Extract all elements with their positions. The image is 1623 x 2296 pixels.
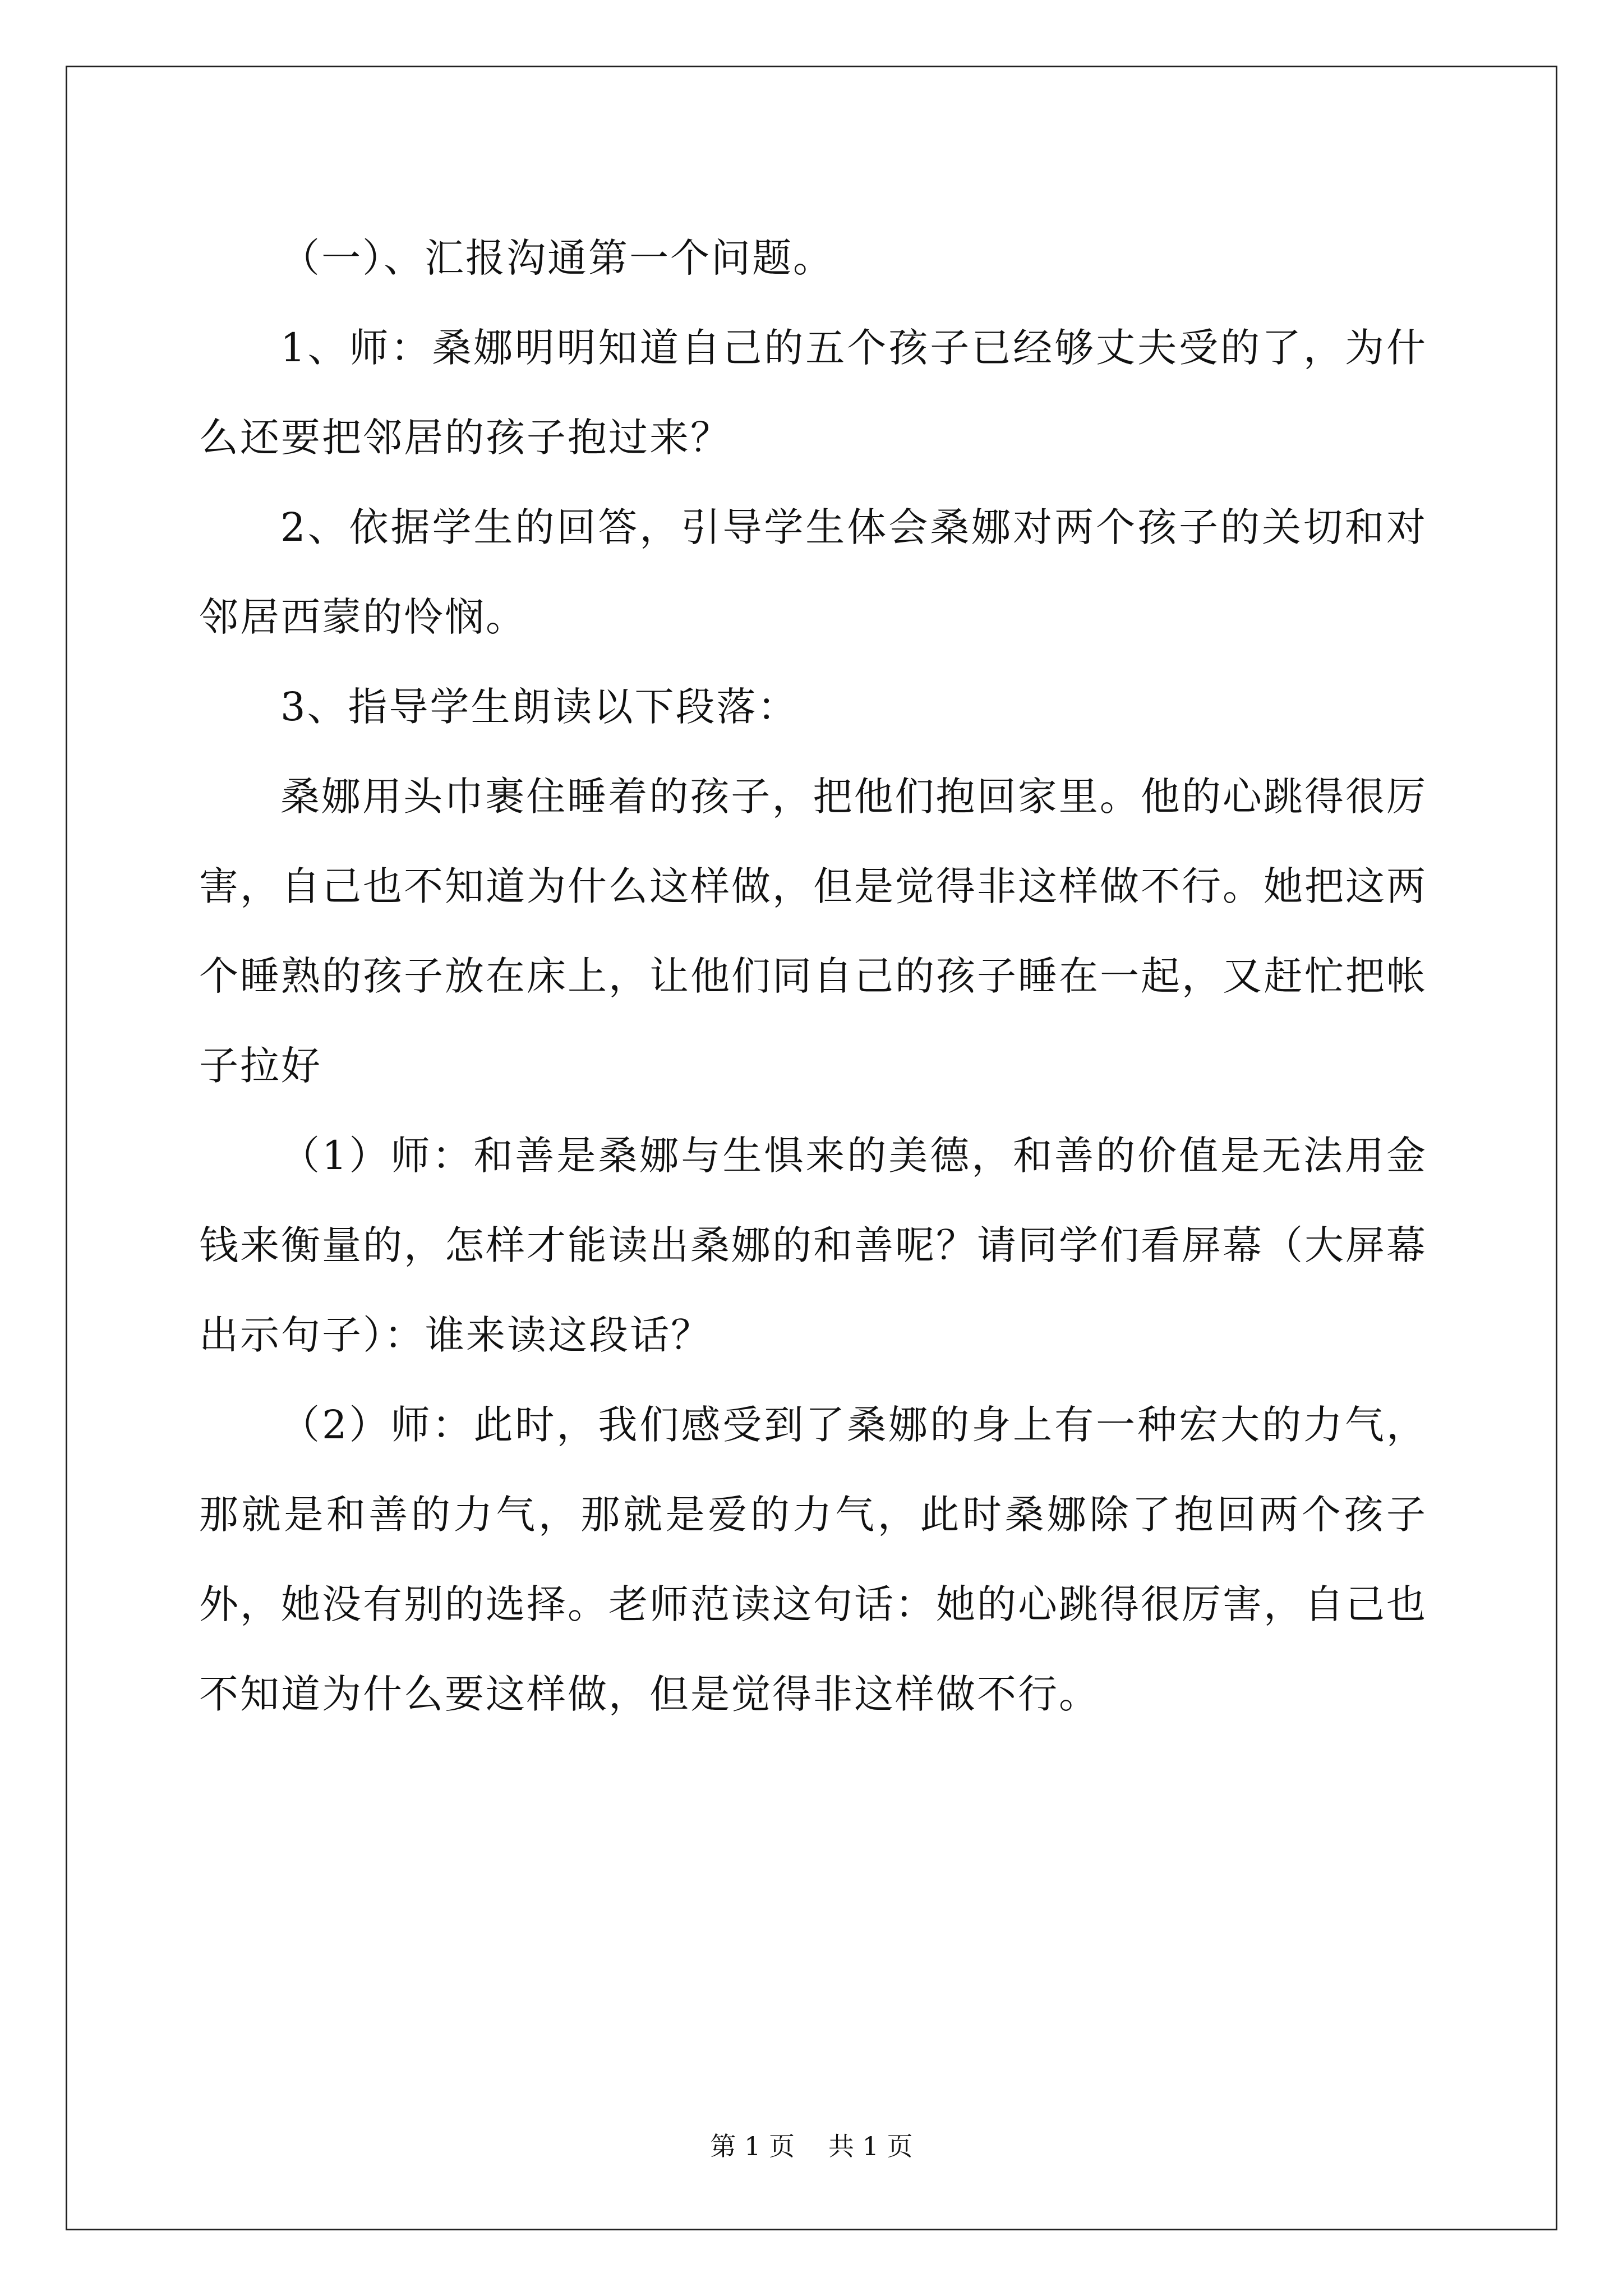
page-footer: [0, 2129, 1623, 2163]
paragraph-quoted-passage: 桑娜用头巾裹住睡着的孩子，把他们抱回家里。他的心跳得很厉害，自己也不知道为什么这样做，但是觉得非这样做不行。她把这两个睡熟的孩子放在床上，让他们同自己的孩子睡在一起，又赶忙把帐子拉好: [199, 774, 1427, 1089]
paragraph-question-1: 1、师：桑娜明明知道自己的五个孩子已经够丈夫受的了，为什么还要把邻居的孩子抱过来？: [199, 325, 1427, 461]
paragraph-section-heading: （一）、汇报沟通第一个问题。: [280, 235, 834, 281]
page-number: 第 1 页: [710, 2131, 795, 2161]
paragraph-subpoint-2: （2）师：此时，我们感受到了桑娜的身上有一种宏大的力气，那就是和善的力气，那就是爱的力气，此时桑娜除了抱回两个孩子外，她没有别的选择。老师范读这句话：她的心跳得很厉害，自己也不知道为什么要这样做，但是觉得非这样做不行。: [199, 1402, 1427, 1717]
paragraph-point-3: 3、指导学生朗读以下段落：: [280, 684, 799, 730]
paragraph-point-2: 2、依据学生的回答，引导学生体会桑娜对两个孩子的关切和对邻居西蒙的怜悯。: [199, 504, 1427, 640]
document-body: [199, 213, 1427, 1739]
paragraph-subpoint-1: （1）师：和善是桑娜与生惧来的美德，和善的价值是无法用金钱来衡量的，怎样才能读出桑娜的和善呢？请同学们看屏幕（大屏幕出示句子）：谁来读这段话？: [199, 1133, 1427, 1358]
page-total: 共 1 页: [828, 2131, 913, 2161]
